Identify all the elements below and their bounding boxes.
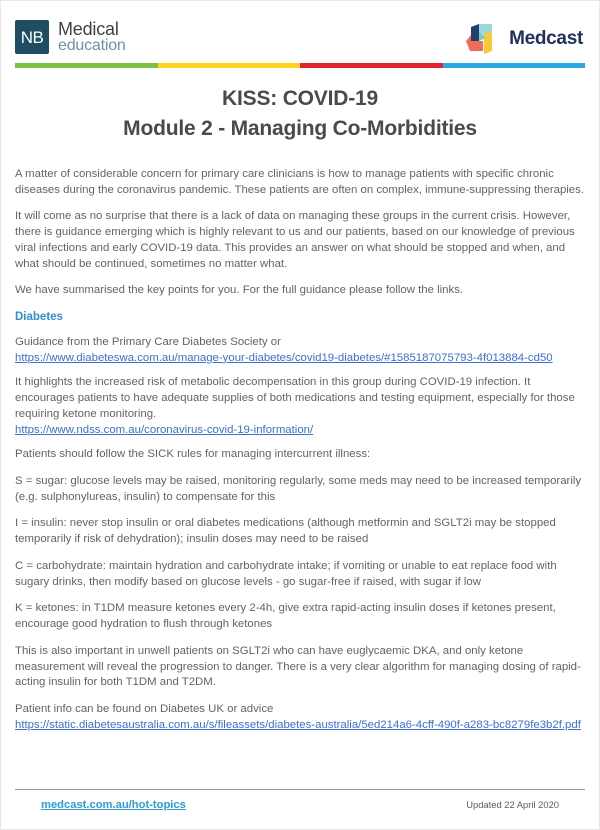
patient-info-paragraph bbox=[15, 702, 585, 733]
diabetes-highlight-paragraph bbox=[15, 375, 585, 438]
color-bar-segment-blue bbox=[443, 63, 586, 68]
color-bar-segment-green bbox=[15, 63, 158, 68]
diabetes-guidance-paragraph bbox=[15, 335, 585, 366]
nb-logo-word-education: education bbox=[58, 37, 126, 55]
sick-rule-insulin: I = insulin: never stop insulin or oral diabetes medications (although metformin and SGLT2i may be stopped temporarily if risk of dehydration); insulin doses may need to be raised bbox=[15, 517, 556, 546]
brand-color-bar bbox=[15, 63, 585, 68]
page-title bbox=[1, 84, 599, 145]
medcast-logo bbox=[462, 21, 583, 57]
medcast-pinwheel-icon bbox=[462, 21, 500, 57]
diabetes-highlight-text: It highlights the increased risk of metabolic decompensation in this group during COVID-19 infection. It encourages patients to have adequate supplies of both medications and testing equipment, especially for those requiring ketone monitoring. bbox=[15, 376, 575, 420]
sglt2i-note-paragraph: This is also important in unwell patients on SGLT2i who can have euglycaemic DKA, and only ketone measurement will reveal the progression to danger. There is a very clear algorithm for managing dosing of rapid-acting insulin for both T1DM and T2DM. bbox=[15, 644, 581, 689]
nb-logo-mark-text: NB bbox=[20, 27, 44, 47]
color-bar-segment-yellow bbox=[158, 63, 301, 68]
sick-rules-intro: Patients should follow the SICK rules for managing intercurrent illness: bbox=[15, 448, 371, 461]
medcast-wordmark: Medcast bbox=[509, 28, 583, 49]
diabetes-guidance-lead: Guidance from the Primary Care Diabetes Society or bbox=[15, 335, 281, 348]
ndss-link[interactable]: https://www.ndss.com.au/coronavirus-covid-19-information/ bbox=[15, 423, 314, 436]
footer-row bbox=[15, 799, 585, 811]
nb-medical-education-logo bbox=[15, 20, 126, 55]
sick-rule-sugar: S = sugar: glucose levels may be raised, monitoring regularly, some meds may need to be increased temporarily (e.g. sulphonylureas, insulin) to compensate for this bbox=[15, 475, 582, 503]
nb-logo-wordmark bbox=[58, 20, 126, 55]
diabeteswa-link[interactable]: https://www.diabeteswa.com.au/manage-your-diabetes/covid19-diabetes/#1585187075793-4f013884-cd50 bbox=[15, 351, 553, 364]
title-line-1: KISS: COVID-19 bbox=[222, 87, 378, 110]
section-heading-diabetes: Diabetes bbox=[15, 311, 63, 324]
footer-divider bbox=[15, 789, 585, 790]
intro-paragraph-3: We have summarised the key points for you. For the full guidance please follow the links. bbox=[15, 284, 464, 297]
nb-logo-word-medical: Medical bbox=[58, 19, 119, 39]
diabetes-australia-pdf-link[interactable]: https://static.diabetesaustralia.com.au/s/fileassets/diabetes-australia/5ed214a6-4cff-490f-a283-bc8279fe3b2f.pdf bbox=[15, 718, 581, 731]
intro-paragraph-1: A matter of considerable concern for primary care clinicians is how to manage patients with specific chronic diseases during the coronavirus pandemic. These patients are often on complex, immune-suppressing therapies. bbox=[15, 167, 585, 196]
footer-updated-date: Updated 22 April 2020 bbox=[466, 799, 559, 810]
color-bar-segment-red bbox=[300, 63, 443, 68]
intro-paragraph-2: It will come as no surprise that there is a lack of data on managing these groups in the current crisis. However, there is guidance emerging which is highly relevant to us and our patients, based on our knowledge of previous viral infections and early COVID-19 data. This provides an answer on what should be stopped and when, and what should be continued, sometimes no matter what. bbox=[15, 210, 575, 270]
nb-logo-mark bbox=[15, 20, 49, 54]
document-body bbox=[1, 145, 599, 734]
page-footer bbox=[15, 789, 585, 811]
sick-rule-carbohydrate: C = carbohydrate: maintain hydration and carbohydrate intake; if vomiting or unable to eat replace food with sugary drinks, then modify based on glucose levels - go sugar-free if raised, with sugar if low bbox=[15, 559, 557, 588]
sick-rule-ketones: K = ketones: in T1DM measure ketones every 2-4h, give extra rapid-acting insulin doses if ketones present, encourage good hydration to flush through ketones bbox=[15, 602, 556, 631]
patient-info-lead: Patient info can be found on Diabetes UK or advice bbox=[15, 703, 274, 716]
footer-medcast-link[interactable]: medcast.com.au/hot-topics bbox=[41, 799, 186, 811]
page-header bbox=[1, 1, 599, 63]
title-line-2: Module 2 - Managing Co-Morbidities bbox=[123, 117, 477, 141]
